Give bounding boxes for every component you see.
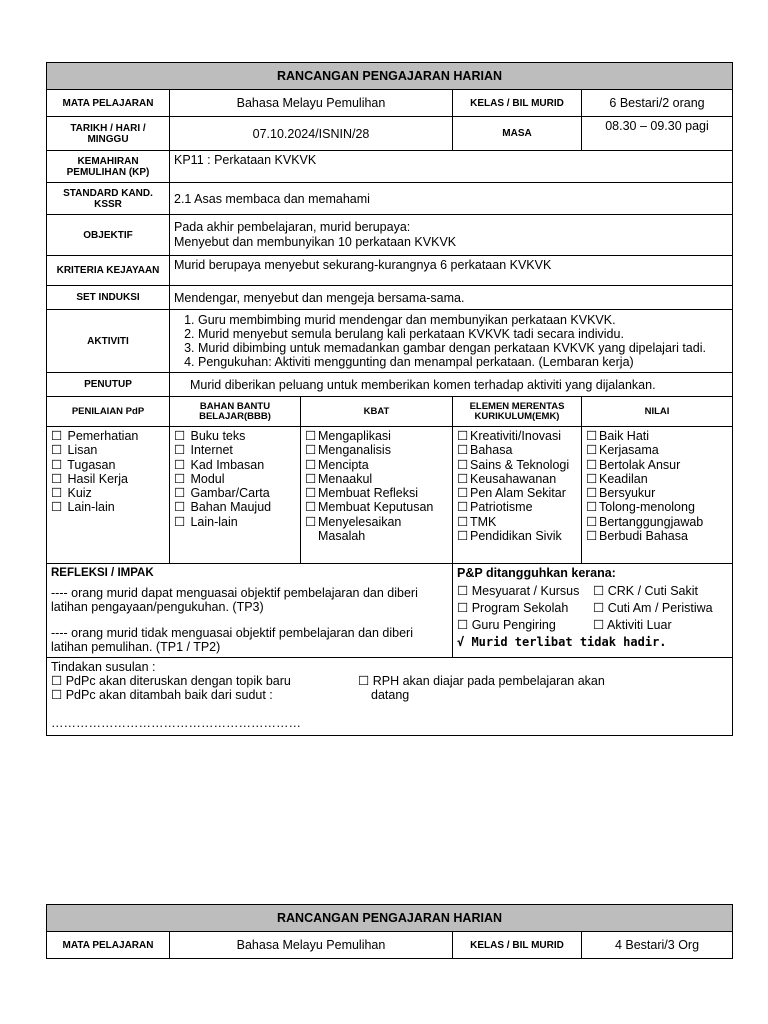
- bahan-list: [174, 429, 296, 529]
- checkbox-icon[interactable]: ☐: [586, 457, 598, 472]
- checkbox-label: Tugasan: [67, 457, 116, 472]
- mata-pelajaran-label: MATA PELAJARAN: [47, 932, 170, 959]
- checkbox-icon[interactable]: ☐: [305, 514, 317, 529]
- checkbox-item: [586, 486, 728, 500]
- checkbox-label: Berbudi Bahasa: [599, 529, 688, 544]
- checkbox-label: Pendidikan Sivik: [470, 529, 562, 544]
- kbat-header: KBAT: [301, 397, 453, 427]
- checkbox-label: Kreativiti/Inovasi: [470, 429, 562, 443]
- rph-table-page-2: [46, 904, 733, 959]
- pp-option: [457, 584, 593, 598]
- penilaian-header: PENILAIAN PdP: [47, 397, 170, 427]
- tindakan-option-label: PdPc akan diteruskan dengan topik baru: [65, 674, 291, 688]
- tindakan-option: [51, 674, 358, 688]
- tindakan-option-label: RPH akan diajar pada pembelajaran akan: [372, 674, 605, 688]
- checkbox-label: TMK: [470, 514, 497, 529]
- checkbox-icon[interactable]: ☐: [174, 471, 186, 486]
- penilaian-cell: [47, 427, 170, 564]
- penilaian-list: [51, 429, 165, 515]
- pp-option: [457, 601, 593, 615]
- checkbox-icon[interactable]: ☐: [305, 443, 317, 458]
- checkbox-label: Keadilan: [599, 471, 648, 486]
- checkbox-icon[interactable]: ☐: [457, 584, 469, 598]
- refleksi-title: REFLEKSI / IMPAK: [51, 567, 154, 579]
- kbat-cell: [301, 427, 453, 564]
- tindakan-option-label: PdPc akan ditambah baik dari sudut :: [65, 688, 273, 702]
- checkbox-label: Sains & Teknologi: [470, 457, 570, 472]
- checkbox-icon[interactable]: ☐: [457, 486, 469, 501]
- pp-option-label: Program Sekolah: [471, 601, 569, 615]
- penutup-label: PENUTUP: [47, 373, 170, 397]
- mata-pelajaran-label: MATA PELAJARAN: [47, 90, 170, 117]
- aktiviti-item: 1. Guru membimbing murid mendengar dan membunyikan perkataan KVKVK.: [198, 313, 728, 327]
- checkbox-label: Menyelesaikan: [318, 514, 402, 529]
- kemahiran-value: KP11 : Perkataan KVKVK: [170, 151, 733, 183]
- pp-option: [593, 618, 723, 632]
- checkbox-icon[interactable]: ☐: [305, 471, 317, 486]
- aktiviti-label: AKTIVITI: [47, 310, 170, 373]
- tindakan-option: [358, 674, 688, 688]
- emk-header: ELEMEN MERENTAS KURIKULUM(EMK): [453, 397, 582, 427]
- checkbox-icon[interactable]: ☐: [305, 500, 317, 515]
- aktiviti-item: 2. Murid menyebut semula berulang kali perkataan KVKVK tadi secara individu.: [198, 327, 728, 341]
- pp-ditangguhkan-cell: [453, 564, 733, 658]
- pp-option: [457, 618, 593, 632]
- checkbox-icon[interactable]: ☐: [457, 618, 469, 632]
- checkbox-label: Lisan: [67, 443, 98, 458]
- checkbox-icon[interactable]: ☐: [174, 429, 186, 443]
- pp-title: P&P ditangguhkan kerana:: [457, 566, 616, 580]
- checkbox-icon[interactable]: ☐: [174, 500, 186, 515]
- checkbox-item: [174, 500, 296, 514]
- checkbox-icon[interactable]: ☐: [174, 486, 186, 501]
- checkbox-item: [305, 500, 448, 514]
- set-induksi-label: SET INDUKSI: [47, 286, 170, 310]
- kelas-value: 6 Bestari/2 orang: [582, 90, 733, 117]
- checkbox-item: [51, 500, 165, 514]
- checkbox-item-continuation: [305, 529, 448, 543]
- checkbox-label: Menganalisis: [318, 443, 391, 458]
- kelas-label: KELAS / BIL MURID: [453, 932, 582, 959]
- nilai-list: [586, 429, 728, 543]
- rph-title: RANCANGAN PENGAJARAN HARIAN: [47, 63, 733, 90]
- checkbox-label: Tolong-menolong: [599, 500, 695, 515]
- checkbox-label: Bahasa: [470, 443, 513, 458]
- tindakan-option-label: datang: [371, 688, 410, 702]
- objektif-line-1: Pada akhir pembelajaran, murid berupaya:: [174, 220, 411, 234]
- bahan-cell: [170, 427, 301, 564]
- penutup-value: Murid diberikan peluang untuk memberikan komen terhadap aktiviti yang dijalankan.: [170, 373, 733, 397]
- tindakan-options: [51, 674, 728, 702]
- checkbox-icon[interactable]: ☐: [51, 500, 63, 515]
- checkbox-item: [305, 472, 448, 486]
- checkbox-label: Bertanggungjawab: [599, 514, 704, 529]
- checkbox-label: Masalah: [318, 529, 366, 544]
- checkbox-item: [586, 500, 728, 514]
- pp-option-label: Guru Pengiring: [471, 618, 556, 632]
- checkbox-icon[interactable]: ☐: [51, 429, 63, 443]
- refleksi-line-1: ---- orang murid dapat menguasai objektif pembelajaran dan diberi latihan pengayaan/pengukuhan. (TP3): [51, 586, 418, 614]
- pp-option-label: CRK / Cuti Sakit: [607, 584, 699, 598]
- tindakan-option-continuation: [358, 688, 688, 702]
- checkbox-label: Buku teks: [190, 429, 246, 443]
- checkbox-label: Patriotisme: [470, 500, 533, 515]
- checkbox-label: Hasil Kerja: [67, 471, 128, 486]
- masa-value: 08.30 – 09.30 pagi: [582, 117, 733, 151]
- kriteria-label: KRITERIA KEJAYAAN: [47, 256, 170, 286]
- checkbox-label: Mencipta: [318, 457, 369, 472]
- checkbox-label: Kuiz: [67, 486, 92, 501]
- tindakan-dots: ……………………………………………………: [51, 716, 301, 730]
- checkbox-icon[interactable]: ☐: [457, 514, 469, 529]
- checkbox-icon[interactable]: ☐: [305, 486, 317, 501]
- pp-checked-reason: √ Murid terlibat tidak hadir.: [457, 635, 667, 649]
- kemahiran-label: KEMAHIRAN PEMULIHAN (KP): [47, 151, 170, 183]
- checkbox-item: [174, 429, 296, 443]
- checkbox-label: Membuat Keputusan: [318, 500, 434, 515]
- checkbox-item: [586, 458, 728, 472]
- set-induksi-value: Mendengar, menyebut dan mengeja bersama-sama.: [170, 286, 733, 310]
- checkbox-item: [51, 472, 165, 486]
- checkbox-item: [457, 529, 577, 543]
- checkbox-icon[interactable]: ☐: [586, 500, 598, 515]
- checkbox-item: [51, 486, 165, 500]
- checkbox-icon[interactable]: ☐: [593, 584, 605, 598]
- checkbox-icon[interactable]: ☐: [51, 688, 63, 702]
- tarikh-label: TARIKH / HARI / MINGGU: [47, 117, 170, 151]
- tindakan-title: Tindakan susulan :: [51, 660, 156, 674]
- checkbox-icon[interactable]: ☐: [305, 457, 317, 472]
- checkbox-item: [586, 443, 728, 457]
- pp-options: [457, 584, 728, 632]
- checkbox-icon[interactable]: ☐: [174, 457, 186, 472]
- checkbox-item: [305, 429, 448, 443]
- mata-pelajaran-value: Bahasa Melayu Pemulihan: [170, 932, 453, 959]
- checkbox-icon[interactable]: ☐: [358, 674, 370, 688]
- checkbox-label: Modul: [190, 471, 225, 486]
- nilai-header: NILAI: [582, 397, 733, 427]
- checkbox-item: [305, 458, 448, 472]
- checkbox-item: [305, 443, 448, 457]
- checkbox-label: Kerjasama: [599, 443, 659, 458]
- checkbox-icon[interactable]: ☐: [457, 443, 469, 458]
- checkbox-icon[interactable]: ☐: [457, 601, 469, 615]
- mata-pelajaran-value: Bahasa Melayu Pemulihan: [170, 90, 453, 117]
- checkbox-icon[interactable]: ☐: [457, 529, 469, 544]
- checkbox-icon[interactable]: ☐: [457, 500, 469, 515]
- checkbox-icon[interactable]: ☐: [593, 601, 605, 615]
- checkbox-icon[interactable]: ☐: [586, 429, 598, 443]
- refleksi-line-2: ---- orang murid tidak menguasai objektif pembelajaran dan diberi latihan pemulihan. (TP1 / TP2): [51, 626, 413, 654]
- tindakan-option: [51, 688, 358, 702]
- checkbox-item: [586, 515, 728, 529]
- checkbox-item: [457, 429, 577, 443]
- checkbox-item: [457, 486, 577, 500]
- objektif-label: OBJEKTIF: [47, 215, 170, 256]
- checkbox-icon[interactable]: ☐: [593, 618, 605, 632]
- checkbox-item: [174, 443, 296, 457]
- checkbox-label: Keusahawanan: [470, 471, 557, 486]
- checkbox-label: Kad Imbasan: [190, 457, 265, 472]
- bahan-header: BAHAN BANTU BELAJAR(BBB): [170, 397, 301, 427]
- pp-option-label: Aktiviti Luar: [607, 618, 672, 632]
- objektif-value: [170, 215, 733, 256]
- checkbox-label: Lain-lain: [190, 514, 238, 529]
- checkbox-label: Mengaplikasi: [318, 429, 391, 443]
- kbat-list: [305, 429, 448, 543]
- checkbox-icon[interactable]: ☐: [586, 486, 598, 501]
- checkbox-item: [457, 472, 577, 486]
- tindakan-susulan-cell: [47, 658, 733, 736]
- kriteria-value: Murid berupaya menyebut sekurang-kurangnya 6 perkataan KVKVK: [170, 256, 733, 286]
- rph-title: RANCANGAN PENGAJARAN HARIAN: [47, 905, 733, 932]
- rph-table: [46, 62, 733, 736]
- checkbox-icon[interactable]: ☐: [586, 443, 598, 458]
- checkbox-item: [174, 472, 296, 486]
- checkbox-item: [586, 429, 728, 443]
- checkbox-label: Bertolak Ansur: [599, 457, 681, 472]
- aktiviti-value: [170, 310, 733, 373]
- checkbox-label: Lain-lain: [67, 500, 115, 515]
- standard-value: 2.1 Asas membaca dan memahami: [170, 183, 733, 215]
- checkbox-item: [586, 472, 728, 486]
- aktiviti-item: 4. Pengukuhan: Aktiviti menggunting dan menampal perkataan. (Lembaran kerja): [198, 355, 728, 369]
- checkbox-item: [51, 458, 165, 472]
- checkbox-label: Baik Hati: [599, 429, 650, 443]
- checkbox-icon[interactable]: ☐: [586, 471, 598, 486]
- checkbox-icon[interactable]: ☐: [51, 674, 63, 688]
- refleksi-cell: [47, 564, 453, 658]
- checkbox-icon[interactable]: ☐: [51, 471, 63, 486]
- checkbox-label: Pen Alam Sekitar: [470, 486, 566, 501]
- checkbox-icon[interactable]: ☐: [457, 429, 469, 443]
- checkbox-icon[interactable]: ☐: [51, 486, 63, 501]
- checkbox-icon[interactable]: ☐: [51, 443, 63, 458]
- checkbox-item: [457, 443, 577, 457]
- checkbox-item: [457, 500, 577, 514]
- checkbox-item: [174, 486, 296, 500]
- checkbox-icon[interactable]: ☐: [457, 457, 469, 472]
- checkbox-item: [457, 515, 577, 529]
- checkbox-label: Internet: [190, 443, 233, 458]
- checkbox-icon[interactable]: ☐: [586, 514, 598, 529]
- pp-option-label: Cuti Am / Peristiwa: [607, 601, 713, 615]
- checkbox-item: [305, 515, 448, 529]
- emk-cell: [453, 427, 582, 564]
- checkbox-item: [51, 443, 165, 457]
- nilai-cell: [582, 427, 733, 564]
- kelas-label: KELAS / BIL MURID: [453, 90, 582, 117]
- checkbox-item: [174, 515, 296, 529]
- tarikh-value: 07.10.2024/ISNIN/28: [170, 117, 453, 151]
- checkbox-icon[interactable]: ☐: [586, 529, 598, 544]
- checkbox-label: Pemerhatian: [67, 429, 139, 443]
- checkbox-icon[interactable]: ☐: [457, 471, 469, 486]
- checkbox-label: Membuat Refleksi: [318, 486, 419, 501]
- checkbox-icon[interactable]: ☐: [174, 443, 186, 458]
- aktiviti-item: 3. Murid dibimbing untuk memadankan gambar dengan perkataan KVKVK yang dipelajari tadi.: [198, 341, 728, 355]
- checkbox-icon[interactable]: ☐: [51, 457, 63, 472]
- checkbox-label: Bersyukur: [599, 486, 656, 501]
- checkbox-label: Bahan Maujud: [190, 500, 272, 515]
- emk-list: [457, 429, 577, 543]
- kelas-value: 4 Bestari/3 Org: [582, 932, 733, 959]
- checkbox-item: [457, 458, 577, 472]
- pp-option-label: Mesyuarat / Kursus: [471, 584, 580, 598]
- checkbox-item: [305, 486, 448, 500]
- pp-option: [593, 584, 723, 598]
- standard-label: STANDARD KAND. KSSR: [47, 183, 170, 215]
- checkbox-item: [586, 529, 728, 543]
- checkbox-item: [174, 458, 296, 472]
- checkbox-icon[interactable]: ☐: [305, 429, 317, 443]
- checkbox-item: [51, 429, 165, 443]
- checkbox-label: Gambar/Carta: [190, 486, 270, 501]
- checkbox-icon[interactable]: ☐: [174, 514, 186, 529]
- masa-label: MASA: [453, 117, 582, 151]
- objektif-line-2: Menyebut dan membunyikan 10 perkataan KVKVK: [174, 235, 457, 249]
- pp-option: [593, 601, 723, 615]
- checkbox-label: Menaakul: [318, 471, 373, 486]
- aktiviti-list: [174, 313, 728, 369]
